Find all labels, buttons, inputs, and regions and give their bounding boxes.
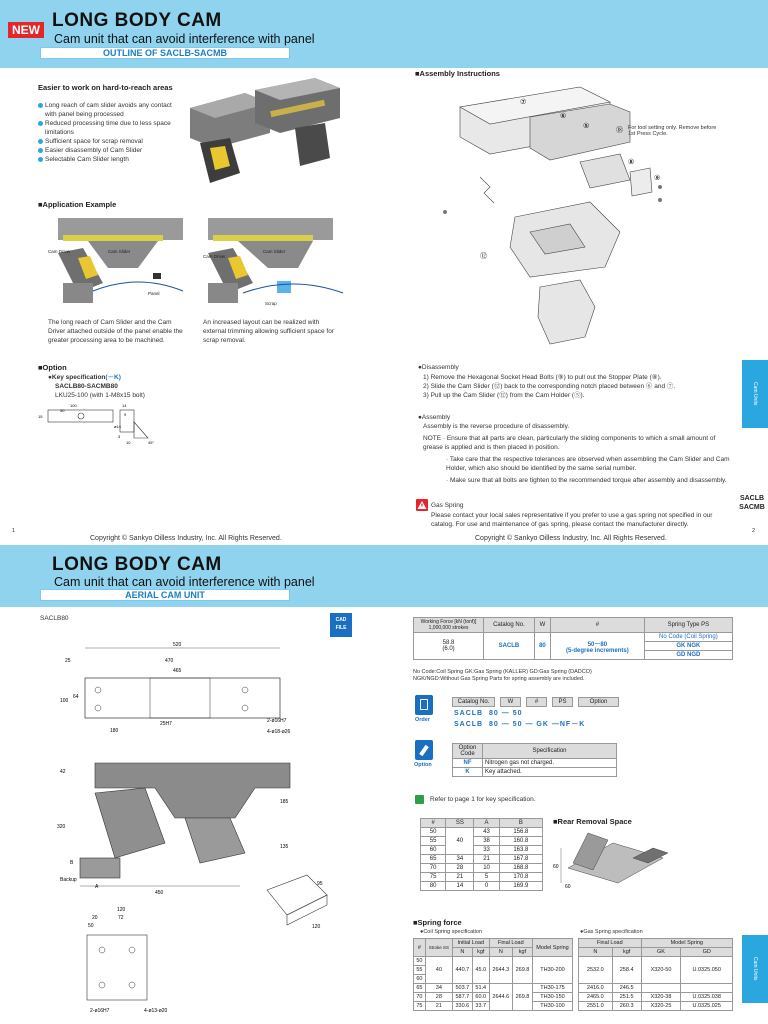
callout-12: ⑫ bbox=[480, 252, 487, 260]
assembly-heading: ■Assembly Instructions bbox=[415, 69, 500, 78]
page-number-2: 2 bbox=[752, 528, 756, 534]
end-view-drawing bbox=[62, 905, 192, 1015]
dim-42: 42 bbox=[60, 769, 66, 775]
dim-50b: 50 bbox=[88, 923, 94, 929]
cam-slider-label: Cam Slider bbox=[108, 249, 131, 254]
table-cell: 440.7 bbox=[452, 957, 472, 984]
dim-470: 470 bbox=[165, 658, 174, 664]
key-spec bbox=[48, 373, 121, 382]
option-label: Option bbox=[414, 762, 432, 768]
order-header-option: Option bbox=[579, 698, 619, 707]
rear-dim-1: 60 bbox=[553, 864, 559, 870]
coil-header-model: Model Spring bbox=[532, 939, 572, 957]
order-icon bbox=[415, 695, 433, 715]
feature-item: Selectable Cam Slider length bbox=[38, 155, 178, 164]
panel-label: Panel bbox=[148, 291, 160, 296]
spec-header-angle: # bbox=[551, 618, 645, 633]
assembly-title: ●Assembly bbox=[418, 414, 451, 421]
coil-header-final: Final Load bbox=[489, 939, 532, 948]
table-cell: 163.8 bbox=[499, 846, 542, 855]
tool-setting-note: For tool setting only. Remove before 1st Press Cycle. bbox=[628, 125, 717, 137]
table-cell: 33.7 bbox=[472, 1002, 489, 1011]
spec-header-catalog: Catalog No. bbox=[484, 618, 535, 633]
dim-95: 95 bbox=[317, 881, 323, 887]
force-tonf: (6.0) bbox=[442, 646, 455, 652]
order1-catalog: SACLB bbox=[454, 710, 484, 717]
order-format-table bbox=[452, 697, 619, 707]
note-2: · Take care that the respective tolerances are observed when assembling the Cam Slider and Cam Holder, which also should be identified by the same serial number. bbox=[446, 456, 730, 472]
dim-320: 320 bbox=[57, 824, 66, 830]
dim-72: 72 bbox=[118, 915, 124, 921]
dim-45: 45° bbox=[148, 440, 155, 445]
option-header-code: Option Code bbox=[453, 744, 483, 759]
order-label: Order bbox=[415, 717, 430, 723]
table-cell: 167.8 bbox=[499, 855, 542, 864]
dim-185: 185 bbox=[280, 799, 289, 805]
table-cell: 587.7 bbox=[452, 993, 472, 1002]
callout-8: ⑧ bbox=[628, 158, 635, 166]
table-cell: 34 bbox=[446, 855, 474, 864]
range-value: 50～80 bbox=[587, 641, 608, 648]
application-heading: ■Application Example bbox=[38, 200, 117, 209]
table-cell: 2644.6 bbox=[489, 984, 512, 1011]
spec-range bbox=[551, 633, 645, 660]
cam-slider-label-2: Cam Slider bbox=[263, 249, 286, 254]
table-cell: 75 bbox=[414, 1002, 426, 1011]
table-cell: TH30-200 bbox=[532, 957, 572, 984]
cad-label: CAD bbox=[335, 617, 347, 623]
dim-b: B bbox=[70, 860, 74, 866]
order-header-angle: # bbox=[527, 698, 547, 707]
dim-520: 520 bbox=[173, 642, 182, 648]
gas-sub-gk: GK bbox=[641, 948, 681, 957]
table-cell: 28 bbox=[425, 993, 452, 1002]
disassembly-step-2: 2) Slide the Cam Slider (⑫) back to the corresponding notch placed between ⑥ and ⑦. bbox=[423, 383, 676, 390]
callout-18: ⑱ bbox=[616, 126, 623, 134]
key-spec-code: (－K) bbox=[105, 374, 121, 381]
table-cell: 170.8 bbox=[499, 873, 542, 882]
bottom-tag: AERIAL CAM UNIT bbox=[40, 589, 290, 601]
ss-header-angle: # bbox=[421, 819, 446, 828]
dim-20: 20 bbox=[92, 915, 98, 921]
warning-icon bbox=[416, 499, 428, 511]
table-cell: TH30-150 bbox=[532, 993, 572, 1002]
unit-n: N bbox=[489, 948, 512, 957]
table-cell: 21 bbox=[425, 1002, 452, 1011]
order2-catalog: SACLB bbox=[454, 721, 484, 728]
option-spec-k: Key attached. bbox=[483, 768, 617, 777]
cam-driver-label: Cam Driver bbox=[48, 249, 71, 254]
option-table bbox=[452, 743, 617, 777]
table-cell: 0 bbox=[474, 882, 499, 891]
table-cell: 269.8 bbox=[512, 957, 532, 984]
unit-kgf: kgf bbox=[472, 948, 489, 957]
dim-25h7: 25H7 bbox=[160, 721, 172, 727]
side-code-2: SACMB bbox=[739, 504, 765, 511]
order-header-ps: PS bbox=[553, 698, 573, 707]
order-example-1 bbox=[454, 710, 523, 717]
rear-dim-2: 60 bbox=[565, 884, 571, 890]
spring-type-coil: No Code (Coil Spring) bbox=[644, 633, 732, 642]
table-cell: 260.3 bbox=[612, 1002, 641, 1011]
table-cell: 50 bbox=[414, 957, 426, 966]
table-cell: 258.4 bbox=[612, 957, 641, 984]
table-cell: 269.8 bbox=[512, 984, 532, 1011]
table-cell: 5 bbox=[474, 873, 499, 882]
table-cell: X320-25 bbox=[641, 1002, 681, 1011]
dim-120b: 120 bbox=[312, 924, 321, 930]
callout-6: ⑥ bbox=[560, 112, 567, 120]
bottom-title: LONG BODY CAM bbox=[52, 554, 222, 575]
option-code-k: K bbox=[453, 768, 483, 777]
order2-sep1: — bbox=[501, 721, 510, 728]
coil-header-angle: # bbox=[414, 939, 426, 957]
dim-120a: 120 bbox=[117, 907, 126, 913]
spec-header-force: Working Force [kN (tonf)] 1,000,000 strokes bbox=[414, 618, 484, 633]
table-cell: X320-38 bbox=[641, 993, 681, 1002]
table-cell bbox=[641, 984, 681, 993]
dim-15: 15 bbox=[38, 414, 43, 419]
table-cell: U.0325.038 bbox=[681, 993, 733, 1002]
order2-angle: 50 bbox=[512, 721, 523, 728]
table-cell: 38 bbox=[474, 837, 499, 846]
spring-type-gd: GD NGD bbox=[644, 651, 732, 660]
callout-7: ⑦ bbox=[520, 98, 527, 106]
feature-heading: Easier to work on hard-to-reach areas bbox=[38, 83, 173, 92]
table-cell: 28 bbox=[446, 864, 474, 873]
table-cell: 60 bbox=[421, 846, 446, 855]
dim-135: 135 bbox=[280, 844, 289, 850]
spec-header-spring: Spring Type PS bbox=[644, 618, 732, 633]
order2-sep2: — bbox=[525, 721, 534, 728]
dim-100b: 100 bbox=[60, 698, 69, 704]
coil-header-stroke: Stroke SS bbox=[425, 939, 452, 957]
key-range: SACLB80-SACMB80 bbox=[55, 383, 118, 390]
table-cell: TH30-100 bbox=[532, 1002, 572, 1011]
disassembly-step-3: 3) Pull up the Cam Slider (⑫) from the Cam Holder (⑤). bbox=[423, 392, 585, 399]
gas-spring-text: Please contact your local sales representative if you prefer to use a gas spring not specified in our catalog. For use and maintenance of gas spring, please contact the manufacturer directly. bbox=[431, 512, 713, 528]
range-increments: (5-degree increments) bbox=[566, 647, 629, 654]
table-cell: 2551.0 bbox=[579, 1002, 613, 1011]
table-cell: X320-50 bbox=[641, 957, 681, 984]
page-subtitle: Cam unit that can avoid interference with panel bbox=[54, 32, 315, 46]
order1-angle: 50 bbox=[512, 710, 523, 717]
dim-25: 25 bbox=[65, 658, 71, 664]
product-photo bbox=[185, 78, 345, 193]
order1-w: 80 bbox=[489, 710, 499, 717]
feature-list bbox=[38, 101, 178, 164]
order2-w: 80 bbox=[489, 721, 499, 728]
top-view-drawing bbox=[55, 640, 305, 740]
order-header-w: W bbox=[501, 698, 521, 707]
key-spec-label: ●Key specification bbox=[48, 374, 106, 381]
file-label: FILE bbox=[335, 625, 347, 631]
refer-icon bbox=[415, 795, 424, 804]
callout-9: ⑨ bbox=[654, 174, 661, 182]
copyright-left: Copyright © Sankyo Oilless Industry, Inc. All Rights Reserved. bbox=[90, 535, 282, 542]
force-kn: 58.8 bbox=[442, 640, 455, 646]
table-cell bbox=[681, 984, 733, 993]
key-drawing bbox=[38, 402, 163, 447]
dim-14: 14 bbox=[122, 403, 127, 408]
callout-5: ⑤ bbox=[583, 122, 590, 130]
assembly-text: Assembly is the reverse procedure of disassembly. bbox=[423, 423, 570, 430]
dim-465: 465 bbox=[173, 668, 182, 674]
spec-note-1: No Code:Coil Spring GK:Gas Spring (KALLER) GD:Gas Spring (DADCO) bbox=[413, 669, 592, 675]
table-cell: 168.8 bbox=[499, 864, 542, 873]
order-example-2 bbox=[454, 719, 585, 729]
order-header-catalog: Catalog No. bbox=[453, 698, 495, 707]
gas-header-final: Final Load bbox=[579, 939, 642, 948]
spec-header-w: W bbox=[534, 618, 550, 633]
table-cell: 14 bbox=[446, 882, 474, 891]
rear-removal-heading: ■Rear Removal Space bbox=[553, 817, 632, 826]
coil-header-initial: Initial Load bbox=[452, 939, 489, 948]
feature-item: Reduced processing time due to less space limitations bbox=[38, 119, 178, 137]
dim-3: 3 bbox=[118, 434, 121, 439]
side-tab-cam-units: Cam Units bbox=[742, 360, 768, 428]
spec-catalog: SACLB bbox=[484, 633, 535, 660]
table-cell: 55 bbox=[414, 966, 426, 975]
table-cell: 55 bbox=[421, 837, 446, 846]
table-cell: 251.5 bbox=[612, 993, 641, 1002]
table-cell: 246.5 bbox=[612, 984, 641, 993]
table-cell: 10 bbox=[474, 864, 499, 873]
dim-2-16h7: 2-ø16H7 bbox=[267, 718, 287, 724]
table-cell: 40 bbox=[425, 957, 452, 984]
page-number-1: 1 bbox=[12, 528, 16, 534]
side-code-1: SACLB bbox=[739, 495, 765, 502]
scrap-label: Scrap bbox=[265, 301, 277, 306]
ss-header-b: B bbox=[499, 819, 542, 828]
option-header-spec: Specification bbox=[483, 744, 617, 759]
table-cell: 169.9 bbox=[499, 882, 542, 891]
gas-spec-label: ●Gas Spring specification bbox=[580, 929, 643, 935]
dim-64: 64 bbox=[73, 694, 79, 700]
table-cell: 33 bbox=[474, 846, 499, 855]
table-cell: 45.0 bbox=[472, 957, 489, 984]
caption-2: An increased layout can be realized with external trimming allowing sufficient space for scrap removal. bbox=[203, 319, 335, 344]
table-cell: 503.7 bbox=[452, 984, 472, 993]
table-cell: 70 bbox=[414, 993, 426, 1002]
table-cell: 65 bbox=[421, 855, 446, 864]
table-cell: 21 bbox=[446, 873, 474, 882]
table-cell: 2416.0 bbox=[579, 984, 613, 993]
table-cell: 75 bbox=[421, 873, 446, 882]
table-cell: U.0325.025 bbox=[681, 1002, 733, 1011]
table-cell: 60 bbox=[414, 975, 426, 984]
gas-spring-title: Gas Spring bbox=[431, 502, 464, 509]
order2-ps: GK bbox=[536, 721, 549, 728]
table-cell: 50 bbox=[421, 828, 446, 837]
option-code-nf: NF bbox=[453, 759, 483, 768]
exploded-assembly-drawing bbox=[420, 82, 720, 352]
dim-10: 10 bbox=[126, 440, 131, 445]
dim-2-16h7b: 2-ø16H7 bbox=[90, 1008, 110, 1014]
table-cell: 51.4 bbox=[472, 984, 489, 993]
table-cell: 80 bbox=[421, 882, 446, 891]
option-spec-nf: Nitrogen gas not charged. bbox=[483, 759, 617, 768]
order2-option: —NF－K bbox=[551, 721, 586, 728]
spec-w: 80 bbox=[534, 633, 550, 660]
application-diagram-1 bbox=[38, 213, 188, 308]
dim-180: 180 bbox=[110, 728, 119, 734]
table-cell: 40 bbox=[446, 828, 474, 855]
copyright-right: Copyright © Sankyo Oilless Industry, Inc. All Rights Reserved. bbox=[475, 535, 667, 542]
gas-sub-gd: GD bbox=[681, 948, 733, 957]
dim-450: 450 bbox=[155, 890, 164, 896]
dim-50: 50 bbox=[60, 408, 65, 413]
feature-item: Easier disassembly of Cam Slider bbox=[38, 146, 178, 155]
coil-spec-label: ●Coil Spring specification bbox=[420, 929, 483, 935]
ss-header-a: A bbox=[474, 819, 499, 828]
table-cell: 65 bbox=[414, 984, 426, 993]
table-cell: 21 bbox=[474, 855, 499, 864]
dim-4-13-20: 4-ø13-ø20 bbox=[144, 1008, 168, 1014]
gas-unit-n: N bbox=[579, 948, 613, 957]
table-cell: 2532.0 bbox=[579, 957, 613, 984]
rear-removal-drawing bbox=[553, 828, 703, 893]
feature-item: Long reach of cam slider avoids any contact with panel being processed bbox=[38, 101, 178, 119]
spec-force bbox=[414, 633, 484, 660]
caption-1: The long reach of Cam Slider and the Cam Driver attached outside of the panel enable the greater processing area to be machined. bbox=[48, 319, 183, 344]
table-cell: 330.6 bbox=[452, 1002, 472, 1011]
coil-spring-table bbox=[413, 938, 573, 1011]
new-badge: NEW bbox=[8, 22, 44, 38]
dim-9: 9 bbox=[124, 412, 127, 417]
stroke-table bbox=[420, 818, 543, 891]
table-cell: 160.8 bbox=[499, 837, 542, 846]
gas-header-model: Model Spring bbox=[641, 939, 732, 948]
dim-a: A bbox=[95, 884, 99, 890]
gas-unit-kgf: kgf bbox=[612, 948, 641, 957]
ss-header-ss: SS bbox=[446, 819, 474, 828]
table-cell: 2644.3 bbox=[489, 957, 512, 984]
option-heading: ■Option bbox=[38, 363, 67, 372]
application-diagram-2 bbox=[203, 213, 348, 308]
wrench-icon bbox=[415, 740, 433, 760]
side-tab-cam-units-2: Cam Units bbox=[742, 935, 768, 1003]
dim-dia14: ø14 bbox=[114, 424, 121, 429]
feature-item: Sufficient space for scrap removal bbox=[38, 137, 178, 146]
table-cell: 156.8 bbox=[499, 828, 542, 837]
note-1: NOTE · Ensure that all parts are clean, particularly the sliding components to which a small amount of grease is applied and is then placed in position. bbox=[423, 435, 716, 451]
table-cell: 43 bbox=[474, 828, 499, 837]
table-cell: TH30-175 bbox=[532, 984, 572, 993]
unit-kgf: kgf bbox=[512, 948, 532, 957]
section-tag: OUTLINE OF SACLB-SACMB bbox=[40, 47, 290, 59]
table-cell: 34 bbox=[425, 984, 452, 993]
note-3: · Make sure that all bolts are tighten to the recommended torque after assembly and disassembly. bbox=[446, 477, 727, 484]
table-cell: 2465.0 bbox=[579, 993, 613, 1002]
backup-label: Backup bbox=[60, 877, 77, 883]
spec-note-2: NGK/NGD:Without Gas Spring Parts for spring assembly are included. bbox=[413, 676, 585, 682]
table-cell: 60.0 bbox=[472, 993, 489, 1002]
dim-100: 100 bbox=[70, 403, 77, 408]
cam-driver-label-2: Cam Driver bbox=[203, 254, 226, 259]
table-cell: 70 bbox=[421, 864, 446, 873]
table-cell: U.0325.050 bbox=[681, 957, 733, 984]
side-code bbox=[736, 494, 768, 512]
page-title: LONG BODY CAM bbox=[52, 10, 222, 31]
order1-sep: — bbox=[501, 710, 510, 717]
key-bolt: LKU25-100 (with 1-M8x15 bolt) bbox=[55, 392, 145, 399]
cad-file-badge bbox=[330, 613, 352, 637]
spring-type-gk: GK NGK bbox=[644, 642, 732, 651]
dim-4-18-26: 4-ø18-ø26 bbox=[267, 729, 291, 735]
gas-spring-table bbox=[578, 938, 733, 1011]
spring-force-heading: ■Spring force bbox=[413, 918, 462, 927]
slider-iso-drawing bbox=[262, 870, 337, 930]
unit-n: N bbox=[452, 948, 472, 957]
spec-table bbox=[413, 617, 733, 660]
disassembly-step-1: 1) Remove the Hexagonal Socket Head Bolts (⑨) to pull out the Stopper Plate (⑧). bbox=[423, 374, 662, 381]
disassembly-title: ●Disassembly bbox=[418, 364, 459, 371]
refer-note: Refer to page 1 for key specification. bbox=[430, 796, 536, 803]
model-name: SACLB80 bbox=[40, 615, 69, 622]
bottom-subtitle: Cam unit that can avoid interference with panel bbox=[54, 575, 315, 589]
